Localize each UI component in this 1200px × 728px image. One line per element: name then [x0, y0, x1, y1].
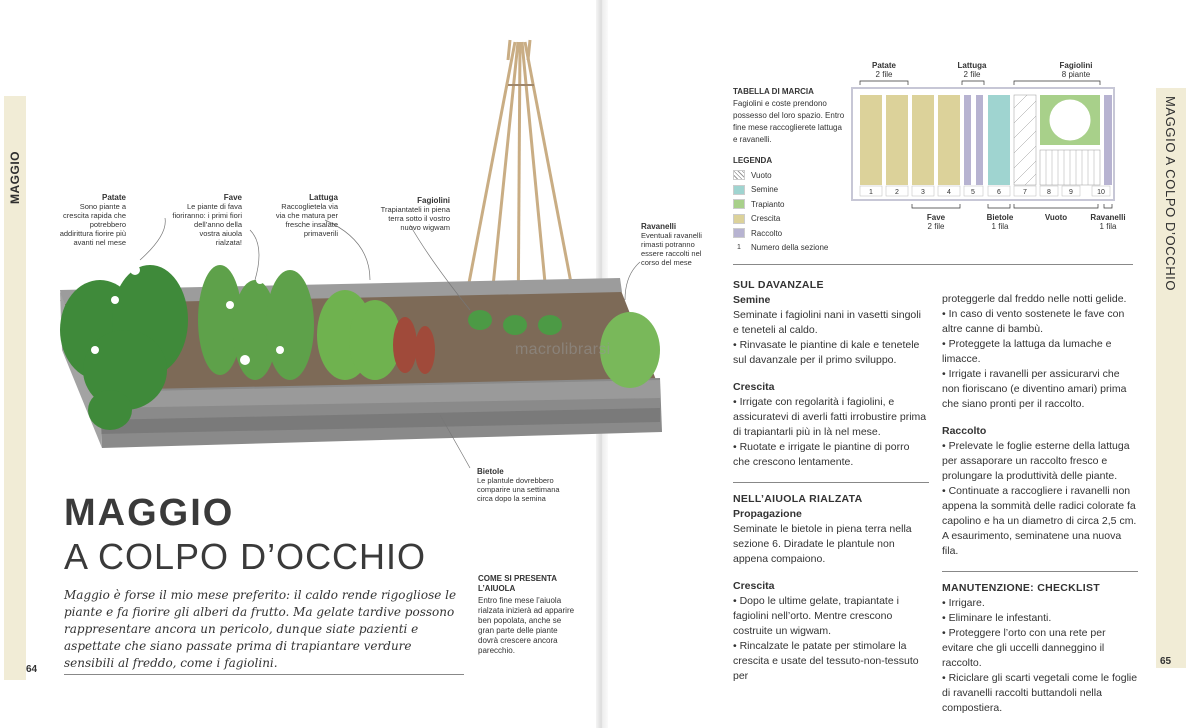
cont-item-3: • Proteggete la lattuga da lumache e limacce. — [942, 338, 1112, 365]
callout-ravanelli — [641, 222, 703, 267]
manutenzione-item-2: • Eliminare le infestanti. — [942, 612, 1052, 624]
cont-item-4: • Irrigate i ravanelli per assicurarvi che non fioriscano (e diventino amari) prima che siano pronti per il raccolto. — [942, 368, 1127, 410]
intro-divider — [64, 674, 464, 675]
legend-item-crescita — [733, 212, 828, 227]
bottom-label-bietole-count: 1 fila — [991, 222, 1009, 231]
top-label-fagiolini-count: 8 piante — [1061, 70, 1091, 79]
raised-bed-illustration — [40, 30, 680, 470]
legend-item-vuoto — [733, 168, 828, 183]
section-8: 8 — [1047, 189, 1051, 196]
page-number-right: 65 — [1160, 656, 1172, 667]
top-label-lattuga-name: Lattuga — [957, 61, 987, 70]
section-4: 4 — [947, 189, 951, 196]
callout-patate-title: Patate — [101, 193, 126, 202]
subtitle-propagazione: Propagazione — [733, 508, 802, 520]
legend-swatch-semine — [733, 185, 745, 195]
subtitle-raccolto: Raccolto — [942, 425, 987, 437]
right-top-divider — [733, 264, 1133, 265]
section-2: 2 — [895, 189, 899, 196]
legend-label-trapianto: Trapianto — [751, 199, 785, 209]
callout-fagiolini-title: Fagiolini — [417, 196, 450, 205]
top-label-fagiolini-name: Fagiolini — [1059, 61, 1093, 70]
crescita2-item-2: • Rincalzate le patate per stimolare la crescita e usate del tessuto-non-tessuto per — [733, 640, 919, 682]
section-5: 5 — [971, 189, 975, 196]
left-chapter-tab — [4, 96, 26, 680]
legend-swatch-trapianto — [733, 199, 745, 209]
section-6: 6 — [997, 189, 1001, 196]
page-title-line1: MAGGIO — [64, 492, 235, 534]
callout-fagiolini-text: Trapiantateli in piena terra sotto il vostro nuovo wigwam — [380, 205, 450, 232]
side-box — [478, 574, 578, 656]
legend-swatch-vuoto — [733, 170, 745, 180]
callout-lattuga-text: Raccoglietela via via che matura per fresche insalate primaverili — [275, 202, 338, 238]
callout-patate — [58, 193, 126, 247]
callout-patate-text: Sono piante a crescita rapida che potrebbero addirittura fiorire più avanti nel mese — [59, 202, 126, 247]
bottom-label-fave-name: Fave — [926, 213, 946, 222]
callout-lattuga-title: Lattuga — [309, 193, 338, 202]
callout-ravanelli-text: Eventuali ravanelli rimasti potranno essere raccolti nel corso del mese — [641, 231, 702, 267]
legend-label-numero: Numero della sezione — [751, 243, 829, 253]
propagazione-text: Seminate le bietole in piena terra nella sezione 6. Diradate le plantule non appena compaiono. — [733, 523, 912, 565]
right-chapter-tab-label: MAGGIO A COLPO D’OCCHIO — [1163, 96, 1178, 292]
crescita2-item-1: • Dopo le ultime gelate, trapiantate i fagiolini nell’orto. Mentre crescono costruite un wigwam. — [733, 595, 899, 637]
bed-plan-diagram — [846, 58, 1126, 238]
column-2 — [942, 292, 1138, 716]
callout-fave — [172, 193, 242, 247]
legend — [733, 156, 828, 255]
subtitle-semine: Semine — [733, 294, 771, 306]
section-9: 9 — [1069, 189, 1073, 196]
section-title-davanzale: SUL DAVANZALE — [733, 279, 824, 291]
cont-item-1: proteggerle dal freddo nelle notti gelide. — [942, 293, 1127, 305]
legend-item-numero — [733, 241, 828, 256]
top-label-patate-name: Patate — [871, 61, 897, 70]
page-number-left: 64 — [26, 664, 38, 675]
subtitle-crescita-2: Crescita — [733, 580, 775, 592]
page-title-line2: A COLPO D’OCCHIO — [64, 536, 427, 577]
semine-item-1: Seminate i fagiolini nani in vasetti singoli e teneteli al caldo. — [733, 309, 921, 336]
crescita-item-1: • Irrigate con regolarità i fagiolini, e assicuratevi di averli fatti irrobustire prima di trapiantarli più in là nel mese. — [733, 396, 927, 438]
bottom-label-fave-count: 2 file — [927, 222, 945, 231]
left-chapter-tab-label: MAGGIO — [8, 151, 22, 204]
bottom-label-vuoto-name: Vuoto — [1044, 213, 1068, 222]
side-box-title: COME SI PRESENTA L’AIUOLA — [478, 574, 557, 593]
legend-item-raccolto — [733, 226, 828, 241]
callout-bietole-title: Bietole — [477, 467, 504, 476]
legend-title: LEGENDA — [733, 156, 773, 165]
section-1: 1 — [869, 189, 873, 196]
legend-label-raccolto: Raccolto — [751, 228, 783, 238]
callout-fave-text: Le piante di fava fioriranno: i primi fiori dell’anno della vostra aiuola rialzata! — [172, 202, 242, 247]
column-1-divider — [733, 482, 929, 483]
column-1 — [733, 278, 929, 684]
top-label-lattuga-count: 2 file — [963, 70, 981, 79]
tabella-text: Fagiolini e coste prendono possesso del loro spazio. Entro fine mese raccoglierete lattuga e ravanelli. — [733, 99, 845, 144]
legend-label-semine: Semine — [751, 185, 779, 195]
tabella-title: TABELLA DI MARCIA — [733, 87, 814, 96]
crescita-item-2: • Ruotate e irrigate le piantine di porro che crescono lentamente. — [733, 441, 910, 468]
raccolto-item-1: • Prelevate le foglie esterne della lattuga per assaporare un raccolto fresco e prolungare la produttività delle piante. — [942, 440, 1130, 482]
legend-swatch-raccolto — [733, 228, 745, 238]
legend-item-trapianto — [733, 197, 828, 212]
side-box-text: Entro fine mese l’aiuola rialzata inizierà ad apparire ben popolata, anche se gran parte delle piante dovrà crescere ancora parecchio. — [478, 596, 575, 655]
column-2-divider — [942, 571, 1138, 572]
section-3: 3 — [921, 189, 925, 196]
callout-fave-title: Fave — [223, 193, 242, 202]
raccolto-item-2: • Continuate a raccogliere i ravanelli non appena la sommità delle radici colorate fa capolino e ha un diametro di circa 2,5 cm. A esaurimento, seminatene una nuova fila. — [942, 485, 1137, 557]
legend-label-crescita: Crescita — [751, 214, 781, 224]
manutenzione-item-3: • Proteggere l’orto con una rete per evitare che gli uccelli danneggino il raccolto. — [942, 627, 1106, 669]
cont-item-2: • In caso di vento sostenete le fave con altre canne di bambù. — [942, 308, 1125, 335]
section-7: 7 — [1023, 189, 1027, 196]
section-title-aiuola: NELL’AIUOLA RIALZATA — [733, 493, 863, 505]
legend-swatch-numero: 1 — [737, 243, 741, 251]
bottom-label-bietole-name: Bietole — [986, 213, 1014, 222]
top-label-patate-count: 2 file — [875, 70, 893, 79]
legend-label-vuoto: Vuoto — [751, 170, 772, 180]
right-chapter-tab — [1156, 88, 1186, 668]
tabella-di-marcia — [733, 86, 845, 146]
bottom-label-ravanelli-name: Ravanelli — [1090, 213, 1126, 222]
callout-lattuga — [274, 193, 338, 238]
legend-item-semine — [733, 183, 828, 198]
intro-paragraph: Maggio è forse il mio mese preferito: il caldo rende rigogliose le piante e fa fiorire gli alberi da frutto. Ma gelate tardive possono rappresentare ancora un pericolo, dunque siate pazienti e aspettate che siano passate prima di trapiantare verdure sensibili al freddo, come i fagiolini. — [64, 588, 457, 670]
watermark: macrolibrarsi — [515, 341, 611, 358]
section-title-manutenzione: MANUTENZIONE: CHECKLIST — [942, 582, 1100, 594]
manutenzione-item-4: • Riciclare gli scarti vegetali come le foglie di ravanelli raccolti buttandoli nella compostiera. — [942, 672, 1138, 714]
manutenzione-item-1: • Irrigare. — [942, 597, 985, 609]
section-10: 10 — [1097, 189, 1105, 196]
legend-swatch-crescita — [733, 214, 745, 224]
subtitle-crescita: Crescita — [733, 381, 775, 393]
callout-fagiolini — [378, 196, 450, 232]
semine-item-2: • Rinvasate le piantine di kale e tenetele sul davanzale per il primo sviluppo. — [733, 339, 920, 366]
callout-bietole-text: Le plantule dovrebbero comparire una settimana circa dopo la semina — [477, 476, 560, 503]
callout-ravanelli-title: Ravanelli — [641, 222, 677, 231]
callout-bietole — [477, 467, 567, 503]
bottom-label-ravanelli-count: 1 fila — [1099, 222, 1117, 231]
